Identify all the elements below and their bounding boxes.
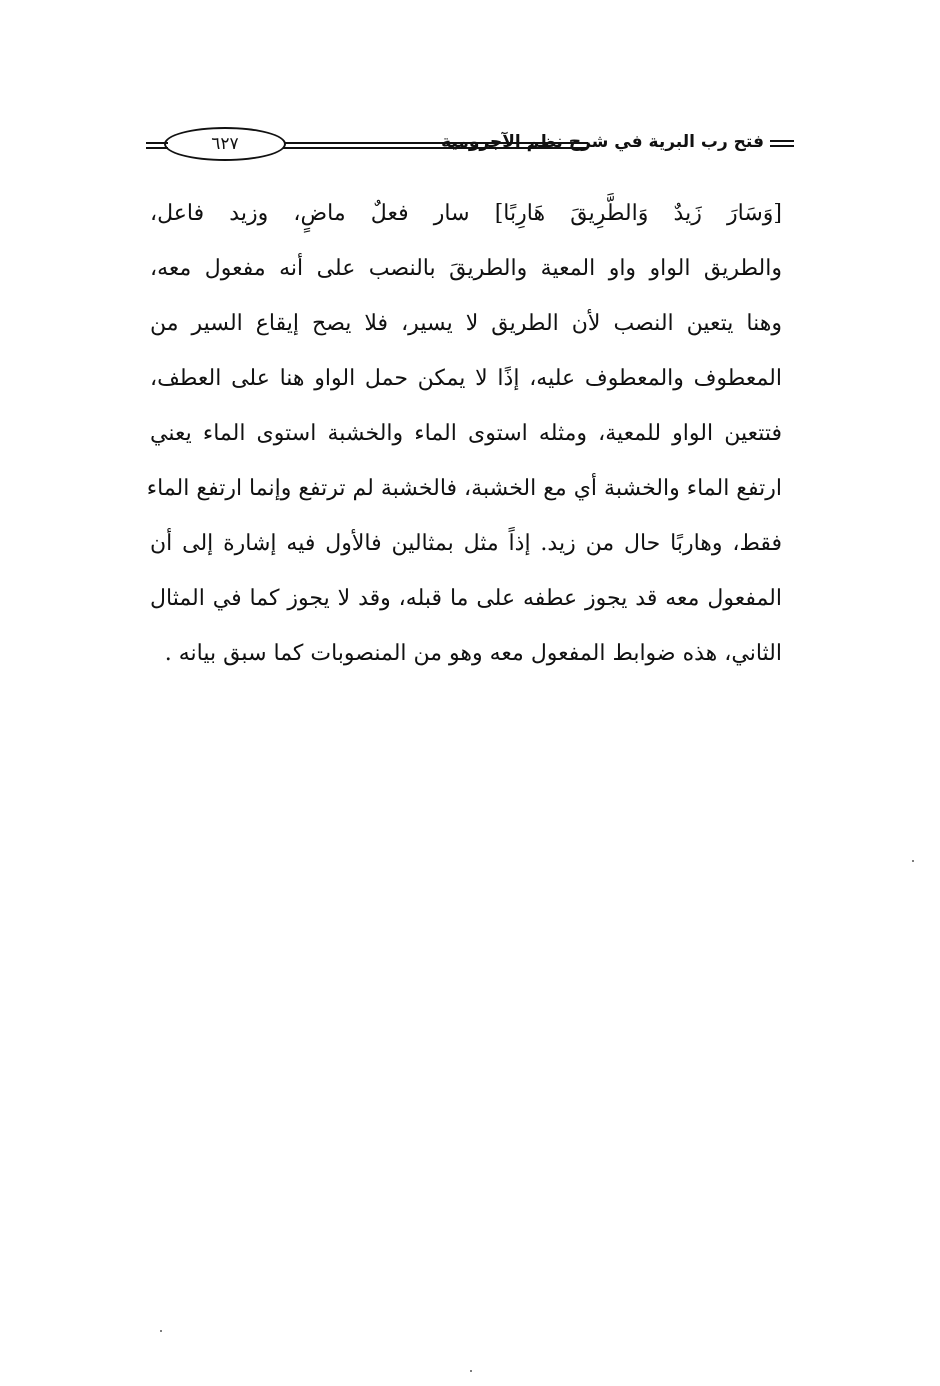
text-line: فتتعين الواو للمعية، ومثله استوى الماء والخشبة استوى الماء يعني (150, 421, 782, 446)
text-line: ارتفع الماء والخشبة أي مع الخشبة، فالخشبة لم ترتفع وإنما ارتفع الماء (146, 476, 782, 501)
header-title: فتح رب البرية في شرح نظم الآجرومية (441, 132, 764, 152)
text-line: المفعول معه قد يجوز عطفه على ما قبله، وقد لا يجوز كما في المثال (150, 586, 782, 611)
scan-speck (470, 1370, 472, 1372)
header-rule (278, 142, 588, 149)
running-header (146, 122, 794, 166)
text-line: فقط، وهاربًا حال من زيد. إذاً مثل بمثالين فالأول فيه إشارة إلى أن (150, 531, 782, 556)
text-line: والطريق الواو واو المعية والطريقَ بالنصب على أنه مفعول معه، (150, 256, 782, 281)
page-number: ٦٢٧ (164, 127, 286, 161)
header-ornament-left (146, 142, 168, 149)
text-line: وهنا يتعين النصب لأن الطريق لا يسير، فلا يصح إيقاع السير من (150, 311, 782, 336)
scan-speck (912, 860, 914, 862)
text-line: الثاني، هذه ضوابط المفعول معه وهو من المنصوبات كما سبق بيانه . (164, 641, 782, 666)
scan-speck (160, 1330, 162, 1332)
text-line: المعطوف والمعطوف عليه، إذًا لا يمكن حمل الواو هنا على العطف، (150, 366, 782, 391)
body-text (146, 186, 782, 681)
text-line: [وَسَارَ زَيدٌ وَالطَّرِيقَ هَارِبًا] سار فعلٌ ماضٍ، وزيد فاعل، (150, 201, 782, 226)
header-ornament-right (770, 140, 794, 147)
